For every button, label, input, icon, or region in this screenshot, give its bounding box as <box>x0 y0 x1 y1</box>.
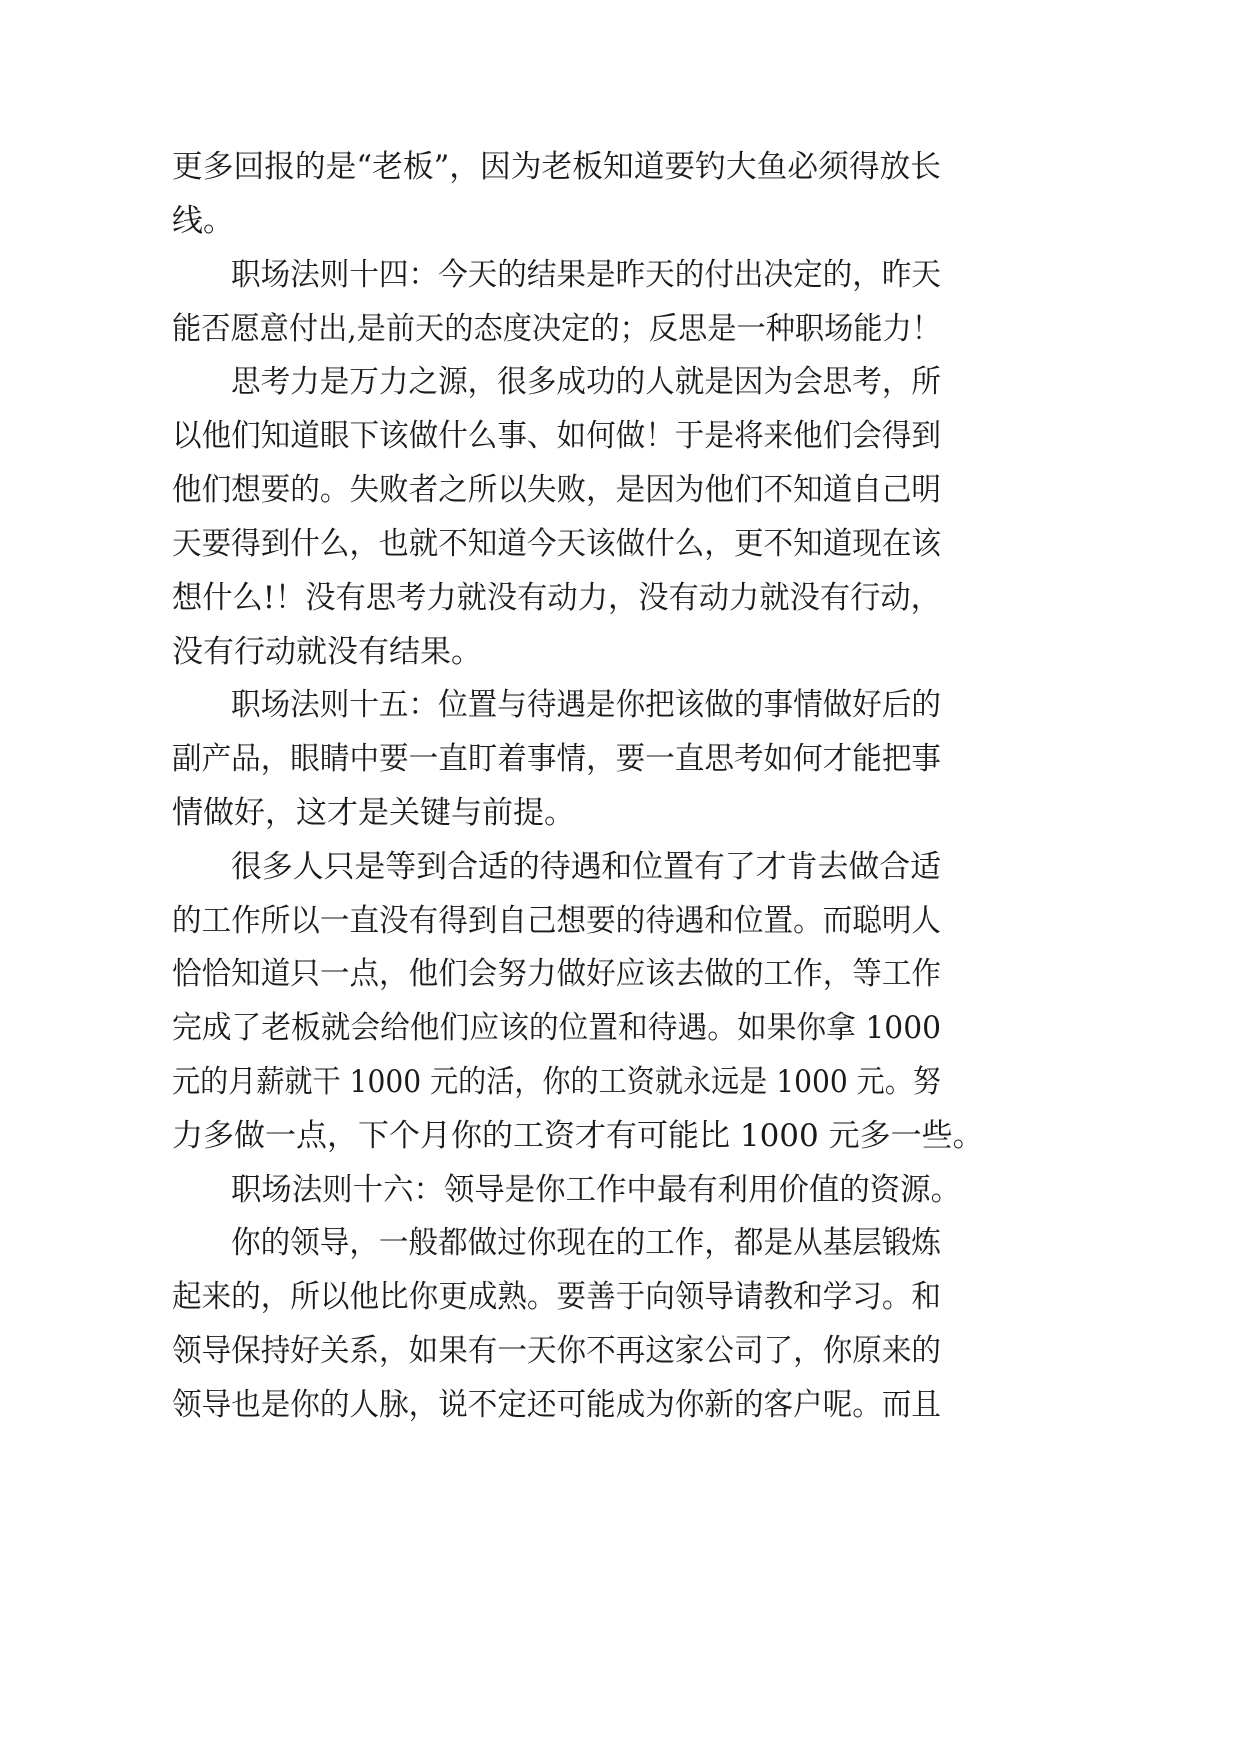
line-text: 职场法则十五：位置与待遇是你把该做的事情做好后的 <box>231 687 941 723</box>
line-text: 完成了老板就会给他们应该的位置和待遇。如果你拿 1000 <box>172 1010 942 1046</box>
line-text: 更多回报的是“老板”，因为老板知道要钓大鱼必须得放长 <box>172 149 942 185</box>
text-line <box>0 1321 1241 1381</box>
line-text: 很多人只是等到合适的待遇和位置有了才肯去做合适 <box>231 849 942 885</box>
line-text: 线。 <box>172 203 234 239</box>
text-line <box>0 299 1241 359</box>
text-line <box>0 191 1241 251</box>
text-line <box>0 460 1241 520</box>
text-line <box>0 783 1241 843</box>
text-line <box>0 568 1241 628</box>
text-line <box>0 944 1241 1004</box>
line-text: 领导保持好关系，如果有一天你不再这家公司了，你原来的 <box>172 1333 942 1369</box>
text-line <box>0 837 1241 897</box>
line-text: 以他们知道眼下该做什么事、如何做！于是将来他们会得到 <box>172 418 942 454</box>
text-line <box>0 1213 1241 1273</box>
text-line <box>0 1052 1241 1112</box>
text-line <box>0 406 1241 466</box>
text-line <box>0 1267 1241 1327</box>
line-text: 你的领导，一般都做过你现在的工作，都是从基层锻炼 <box>231 1225 941 1261</box>
text-line <box>0 675 1241 735</box>
text-line <box>0 1375 1241 1435</box>
text-line <box>0 729 1241 789</box>
text-line <box>0 998 1241 1058</box>
line-text: 他们想要的。失败者之所以失败，是因为他们不知道自己明 <box>172 472 942 508</box>
line-text: 领导也是你的人脉，说不定还可能成为你新的客户呢。而且 <box>172 1387 942 1423</box>
text-line <box>0 137 1241 197</box>
line-text: 天要得到什么，也就不知道今天该做什么，更不知道现在该 <box>172 526 942 562</box>
text-line <box>0 1160 1241 1220</box>
line-text: 元的月薪就干 1000 元的活，你的工资就永远是 1000 元。努 <box>172 1064 941 1100</box>
line-text: 起来的，所以他比你更成熟。要善于向领导请教和学习。和 <box>172 1279 942 1315</box>
text-line <box>0 891 1241 951</box>
line-text: 情做好，这才是关键与前提。 <box>172 795 575 831</box>
text-line <box>0 514 1241 574</box>
text-line <box>0 622 1241 682</box>
line-text: 职场法则十四：今天的结果是昨天的付出决定的，昨天 <box>231 257 941 293</box>
line-text: 恰恰知道只一点，他们会努力做好应该去做的工作，等工作 <box>172 956 942 992</box>
line-text: 的工作所以一直没有得到自己想要的待遇和位置。而聪明人 <box>172 903 942 939</box>
text-line <box>0 1106 1241 1166</box>
line-text: 没有行动就没有结果。 <box>172 634 482 670</box>
line-text: 副产品，眼睛中要一直盯着事情，要一直思考如何才能把事 <box>172 741 942 777</box>
line-text: 想什么!！没有思考力就没有动力，没有动力就没有行动， <box>172 580 941 616</box>
line-text: 能否愿意付出,是前天的态度决定的；反思是一种职场能力！ <box>172 311 942 347</box>
line-text: 力多做一点，下个月你的工资才有可能比 1000 元多一些。 <box>172 1118 984 1154</box>
line-text: 职场法则十六：领导是你工作中最有利用价值的资源。 <box>231 1172 962 1208</box>
text-line <box>0 245 1241 305</box>
line-text: 思考力是万力之源，很多成功的人就是因为会思考，所 <box>231 364 941 400</box>
text-line <box>0 352 1241 412</box>
